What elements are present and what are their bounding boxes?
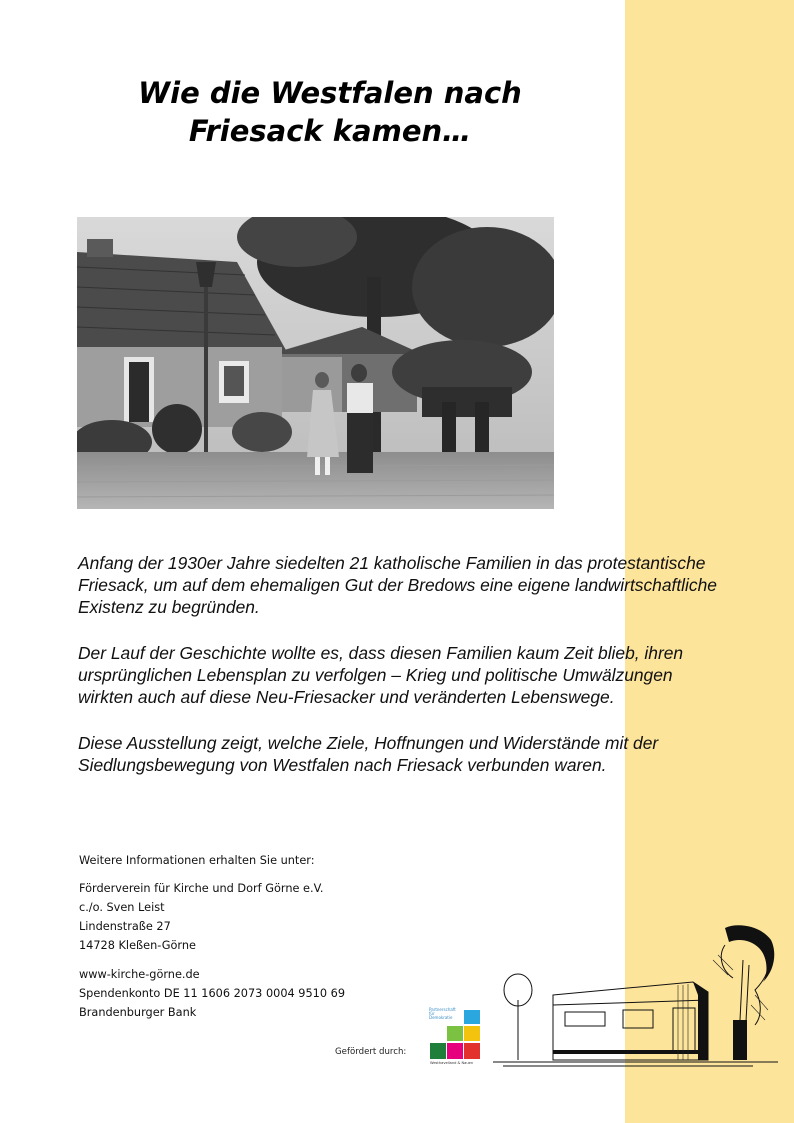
contact-website[interactable]: www-kirche-görne.de <box>79 968 200 981</box>
body-text <box>78 552 718 800</box>
paragraph-exhibition: Diese Ausstellung zeigt, welche Ziele, Hoffnungen und Widerstände mit der Siedlungsbewegung von Westfalen nach Friesack verbunden waren. <box>78 733 659 775</box>
logo-region: Westhavelland & Nauen <box>430 1061 474 1065</box>
page-title <box>80 74 580 150</box>
logo-text: Partnerschaft für Demokratie <box>429 1007 456 1020</box>
historic-photo <box>77 217 554 509</box>
contact-block <box>79 851 409 1022</box>
contact-city: 14728 Kleßen-Görne <box>79 939 196 952</box>
title-line-2: Friesack kamen… <box>188 114 472 148</box>
spacer <box>79 870 409 879</box>
contact-org: Förderverein für Kirche und Dorf Görne e.V. <box>79 882 324 895</box>
funding-label: Gefördert durch: <box>335 1047 407 1057</box>
paragraph-intro: Anfang der 1930er Jahre siedelten 21 katholische Familien in das protestantische Friesack, um auf dem ehemaligen Gut der Bredows eine eigene landwirtschaftliche Existenz zu begründen. <box>78 553 717 617</box>
contact-account: Spendenkonto DE 11 1606 2073 0004 9510 69 <box>79 987 346 1000</box>
contact-street: Lindenstraße 27 <box>79 920 171 933</box>
partnership-democracy-logo <box>428 1008 483 1066</box>
spacer <box>79 955 409 965</box>
title-line-1: Wie die Westfalen nach <box>138 76 522 110</box>
contact-intro: Weitere Informationen erhalten Sie unter: <box>79 854 315 867</box>
paragraph-history: Der Lauf der Geschichte wollte es, dass diesen Familien kaum Zeit blieb, ihren ursprünglichen Lebensplan zu verfolgen – Krieg und politische Umwälzungen wirkten auch auf diese Neu-Friesacker und veränderten Lebenswege. <box>78 643 684 707</box>
village-sketch-illustration <box>493 920 778 1070</box>
contact-bank: Brandenburger Bank <box>79 1006 197 1019</box>
contact-co: c./o. Sven Leist <box>79 901 165 914</box>
